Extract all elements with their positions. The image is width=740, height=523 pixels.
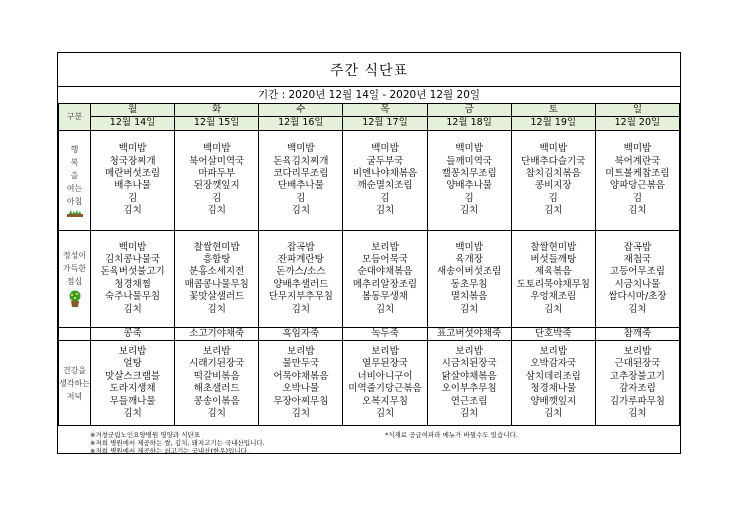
porridge-tue: 소고기야채죽 — [175, 327, 259, 340]
menu-item: 오박감자국 — [530, 358, 577, 370]
menu-item: 김치 — [291, 408, 311, 420]
menu-item: 연근조림 — [450, 395, 488, 407]
menu-item: 김치 — [375, 303, 395, 315]
menu-item: 김치 — [207, 408, 226, 420]
note-disclaimer: *식재료 공급여파라 메뉴가 바뀔수도 있습니다. — [385, 431, 518, 439]
menu-item: 보리밥 — [371, 346, 399, 357]
menu-item: 미트볼케찹조림 — [605, 167, 670, 179]
menu-item: 동초무침 — [450, 278, 488, 290]
menu-item: 돈까스/소스 — [276, 266, 326, 278]
menu-item: 시래기된장국 — [189, 358, 245, 370]
menu-item: 열무된장국 — [362, 358, 408, 370]
menu-item: 김치 — [544, 408, 563, 420]
note-line-1 — [58, 431, 680, 439]
menu-item: 꽃맛살샐러드 — [189, 291, 245, 303]
menu-item: 김 — [296, 192, 306, 204]
breakfast-tue — [175, 130, 259, 230]
menu-item: 백미밥 — [371, 143, 399, 155]
day-tue: 화 — [175, 104, 259, 117]
lunch-mon — [91, 230, 175, 327]
menu-item: 무들깨나물 — [109, 395, 156, 407]
menu-item: 백미밥 — [118, 241, 147, 253]
dinner-label: 건강을 생각하는 저녁 — [59, 341, 91, 426]
menu-item: 양배깻잎지 — [530, 395, 577, 407]
menu-item: 양배추샐러드 — [273, 278, 329, 290]
menu-item: 시금치나물 — [614, 278, 661, 290]
menu-item: 청국장찌개 — [109, 155, 156, 167]
menu-item: 흥합탕 — [202, 254, 231, 265]
footnotes — [58, 431, 680, 455]
breakfast-sat — [511, 130, 595, 230]
menu-item: 김치 — [544, 205, 563, 217]
menu-item: 김치 — [628, 303, 647, 315]
menu-item: 오이부추무침 — [441, 383, 497, 395]
menu-item: 보리밥 — [371, 241, 399, 253]
dinner-tue — [175, 341, 259, 426]
menu-item: 돈육버섯불고기 — [100, 266, 165, 278]
menu-item: 김치 — [375, 408, 395, 420]
menu-item: 버섯들깨탕 — [530, 254, 577, 265]
menu-item: 김치콩나물국 — [105, 254, 161, 265]
dinner-row — [59, 341, 680, 426]
menu-item: 백미밥 — [623, 143, 652, 155]
menu-item: 무장아찌무침 — [273, 395, 329, 407]
section-label: 구분 — [59, 104, 91, 131]
lunch-label: 정성이 가득한 점심 — [59, 230, 91, 327]
breakfast-label: 행 복 을 여는 아침 — [59, 130, 91, 230]
porridge-wed: 흑임자죽 — [259, 327, 343, 340]
lunch-fri — [427, 230, 511, 327]
day-row — [59, 104, 680, 117]
menu-item: 북어살미역국 — [189, 155, 245, 167]
menu-item: 잡곡밥 — [287, 241, 315, 253]
menu-item: 맛살스크램블 — [105, 370, 161, 382]
lunch-tue — [175, 230, 259, 327]
menu-item: 김치 — [123, 205, 142, 217]
menu-item: 김치 — [207, 303, 226, 315]
day-fri: 금 — [427, 104, 511, 117]
menu-item: 김 — [548, 192, 558, 204]
menu-item: 김치 — [207, 205, 226, 217]
menu-item: 해초샐러드 — [193, 383, 240, 395]
menu-item: 숙주나물무침 — [105, 291, 161, 303]
menu-item: 김치 — [459, 205, 479, 217]
menu-item: 고추장불고기 — [609, 370, 665, 382]
date-row — [59, 117, 680, 130]
menu-item: 깨순멸치조림 — [357, 180, 413, 192]
dinner-sat — [511, 341, 595, 426]
menu-item: 멸치볶음 — [450, 291, 488, 303]
menu-item: 참치김치볶음 — [525, 167, 581, 179]
menu-item: 백미밥 — [287, 143, 315, 155]
dinner-mon — [91, 341, 175, 426]
menu-item: 근대된장국 — [614, 358, 661, 370]
potted-plant-icon — [67, 290, 83, 308]
menu-item: 캘꽁치무조림 — [441, 167, 497, 179]
menu-item: 보리밥 — [118, 346, 147, 357]
dinner-wed — [259, 341, 343, 426]
menu-table — [58, 103, 680, 426]
porridge-sun: 참깨죽 — [595, 327, 679, 340]
date-sun: 12월 20일 — [595, 117, 679, 130]
menu-item: 오박나물 — [282, 383, 320, 395]
menu-item: 김치 — [123, 408, 142, 420]
menu-item: 찰쌀현미밥 — [193, 241, 240, 253]
menu-item: 보리밥 — [539, 346, 568, 357]
dinner-thu — [343, 341, 427, 426]
porridge-sat: 단호박죽 — [511, 327, 595, 340]
menu-item: 순대야채볶음 — [357, 266, 413, 278]
day-thu: 목 — [343, 104, 427, 117]
menu-item: 단배추다슬기국 — [521, 155, 586, 167]
note-line-3: ※저희 병원에서 제공하는 쇠고기는 국내산(한우)입니다. — [90, 447, 249, 455]
menu-item: 메추리알장조림 — [352, 278, 418, 290]
menu-item: 단무지부추무침 — [268, 291, 333, 303]
menu-item: 청경채나물 — [530, 383, 577, 395]
date-wed: 12월 16일 — [259, 117, 343, 130]
page-title: 주간 식단표 — [58, 53, 680, 87]
menu-item: 콩송이볶음 — [193, 395, 240, 407]
breakfast-wed — [259, 130, 343, 230]
menu-item: 삼치데리조림 — [525, 370, 581, 382]
grass-icon — [67, 210, 83, 217]
period-text: 기간 : 2020년 12월 14일 - 2020년 12월 20일 — [58, 86, 680, 104]
lunch-thu — [343, 230, 427, 327]
breakfast-row — [59, 130, 680, 230]
menu-item: 보리밥 — [623, 346, 652, 357]
menu-item: 떡갈비볶음 — [193, 370, 240, 382]
menu-item: 미역줄기당근볶음 — [348, 383, 422, 395]
day-sun: 일 — [595, 104, 679, 117]
lunch-sat — [511, 230, 595, 327]
menu-item: 김치 — [459, 408, 479, 420]
menu-item: 봄동무생채 — [362, 291, 408, 303]
menu-item: 콩비지장 — [534, 180, 572, 192]
menu-item: 잡곡밥 — [623, 241, 652, 253]
menu-item: 찰쌀현미밥 — [530, 241, 577, 253]
menu-item: 물만두국 — [282, 358, 320, 370]
menu-item: 김 — [212, 192, 222, 204]
menu-item: 양배추나물 — [446, 180, 493, 192]
dinner-fri — [427, 341, 511, 426]
menu-item: 제육볶음 — [534, 266, 572, 278]
menu-item: 김 — [632, 192, 643, 204]
menu-item: 들깨미역국 — [446, 155, 493, 167]
menu-sheet — [57, 52, 681, 454]
menu-item: 된장깻잎지 — [193, 180, 240, 192]
menu-item: 김치 — [544, 303, 563, 315]
date-mon: 12월 14일 — [91, 117, 175, 130]
menu-item: 시금치된장국 — [441, 358, 497, 370]
menu-item: 잔파계란탕 — [277, 254, 324, 265]
date-tue: 12월 15일 — [175, 117, 259, 130]
menu-item: 김치 — [291, 303, 311, 315]
lunch-sun — [595, 230, 679, 327]
menu-item: 매콤콩나물무침 — [184, 278, 249, 290]
day-wed: 수 — [259, 104, 343, 117]
menu-item: 백미밥 — [455, 143, 483, 155]
menu-item: 도라지생채 — [109, 383, 156, 395]
dinner-sun — [595, 341, 679, 426]
menu-item: 김치 — [123, 303, 142, 315]
menu-item: 김 — [380, 192, 390, 204]
breakfast-fri — [427, 130, 511, 230]
menu-item: 쌈다시마/초장 — [608, 291, 667, 303]
menu-item: 김치 — [291, 205, 311, 217]
date-thu: 12월 17일 — [343, 117, 427, 130]
breakfast-thu — [343, 130, 427, 230]
menu-item: 새송이버섯조림 — [437, 266, 502, 278]
menu-item: 돈육김치찌개 — [273, 155, 329, 167]
date-sat: 12월 19일 — [511, 117, 595, 130]
menu-item: 백미밥 — [539, 143, 568, 155]
menu-item: 재첩국 — [623, 254, 652, 265]
menu-item: 양파당근볶음 — [609, 180, 665, 192]
menu-item: 김치 — [628, 408, 647, 420]
menu-item: 굴두부국 — [366, 155, 404, 167]
menu-item: 백미밥 — [202, 143, 231, 155]
menu-item: 보리밥 — [455, 346, 483, 357]
menu-item: 얼탕 — [123, 358, 142, 370]
menu-item: 김가루파무침 — [609, 395, 665, 407]
menu-item: 메란버섯조림 — [105, 167, 161, 179]
porridge-fri: 표고버섯야채죽 — [427, 327, 511, 340]
menu-item: 닭살야채볶음 — [441, 370, 497, 382]
menu-item: 김치 — [628, 205, 647, 217]
menu-item: 백미밥 — [118, 143, 147, 155]
note-line-2: ※저희 병원에서 제공하는 쌀, 김치, 돼지고기는 국내산입니다. — [90, 439, 265, 447]
porridge-thu: 녹두죽 — [343, 327, 427, 340]
menu-item: 육개장 — [455, 254, 483, 265]
porridge-label — [59, 327, 91, 340]
menu-item: 보리밥 — [202, 346, 231, 357]
menu-item: 보리밥 — [287, 346, 315, 357]
day-sat: 토 — [511, 104, 595, 117]
menu-item: 단배추나물 — [277, 180, 324, 192]
lunch-row — [59, 230, 680, 327]
note-source: ※거창군립노인요양병원 영양과 식단표 — [90, 431, 201, 439]
menu-item: 김치 — [375, 205, 395, 217]
menu-item: 코다리무조림 — [273, 167, 329, 179]
porridge-row — [59, 327, 680, 340]
menu-item: 청경채찜 — [114, 278, 151, 290]
breakfast-mon — [91, 130, 175, 230]
menu-item: 김 — [464, 192, 474, 204]
menu-item: 모듬어묵국 — [362, 254, 408, 265]
menu-item: 김치 — [459, 303, 479, 315]
menu-item: 어묵야채볶음 — [273, 370, 329, 382]
menu-item: 백미밥 — [455, 241, 483, 253]
lunch-wed — [259, 230, 343, 327]
porridge-mon: 콩죽 — [91, 327, 175, 340]
date-fri: 12월 18일 — [427, 117, 511, 130]
menu-item: 너비아니구이 — [357, 370, 413, 382]
day-mon: 월 — [91, 104, 175, 117]
menu-item: 오복지무침 — [362, 395, 408, 407]
menu-item: 비엔나야채볶음 — [352, 167, 418, 179]
menu-item: 김 — [127, 192, 138, 204]
menu-item: 분홍소세지전 — [189, 266, 245, 278]
menu-item: 도토리묵야채무침 — [516, 278, 590, 290]
menu-item: 배추나물 — [114, 180, 151, 192]
breakfast-sun — [595, 130, 679, 230]
menu-item: 마파두부 — [198, 167, 236, 179]
menu-item: 고등어무조림 — [609, 266, 665, 278]
menu-item: 감자조림 — [619, 383, 656, 395]
menu-item: 우엉채조림 — [530, 291, 577, 303]
menu-item: 북어계란국 — [614, 155, 661, 167]
